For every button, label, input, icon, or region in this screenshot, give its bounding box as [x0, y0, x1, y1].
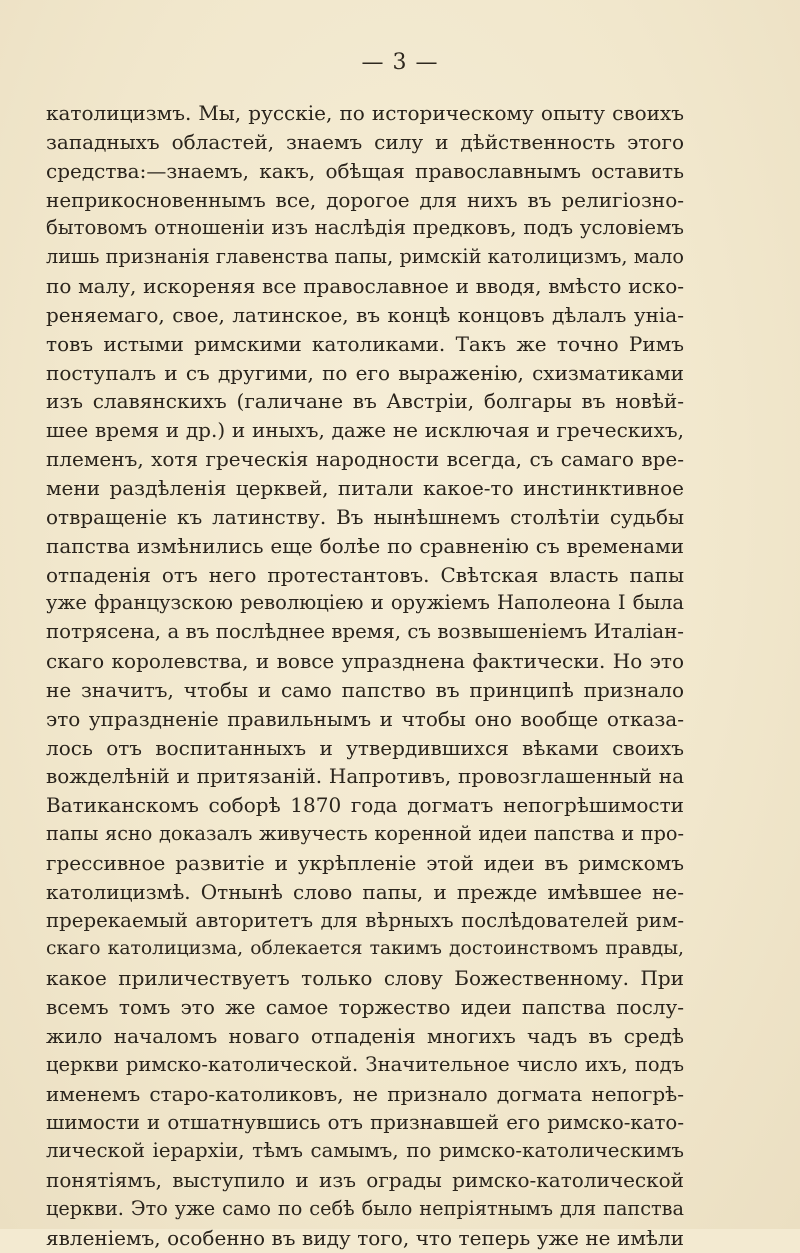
text-line: папы ясно доказалъ живучесть коренной идеи папства и про- [46, 822, 684, 846]
text-line: мени раздѣленія церквей, питали какое-то инстинктивное [46, 475, 684, 500]
text-line: церкви римско-католической. Значительное число ихъ, подъ [46, 1052, 684, 1076]
text-line: жило началомъ новаго отпаденія многихъ чадъ въ средѣ [46, 1024, 684, 1048]
text-line: какое приличествуетъ только слову Божественному. При [46, 966, 684, 991]
text-line: папства измѣнились еще болѣе по сравненію съ временами [46, 533, 684, 558]
text-line: бытовомъ отношеніи изъ наслѣдія предковъ, подъ условіемъ [46, 216, 684, 240]
page-number: — 3 — [361, 50, 439, 75]
text-line: церкви. Это уже само по себѣ было непріятнымъ для папства [46, 1197, 684, 1221]
text-line: это упраздненіе правильнымъ и чтобы оно вообще отказа- [46, 706, 684, 731]
text-line: лось отъ воспитанныхъ и утвердившихся вѣками своихъ [46, 735, 684, 760]
text-line: западныхъ областей, знаемъ силу и дѣйственность этого [46, 129, 684, 154]
text-line: скаго католицизма, облекается такимъ достоинствомъ правды, [46, 938, 684, 960]
text-line: реняемаго, свое, латинское, въ концѣ концовъ дѣлалъ уніа- [46, 302, 684, 327]
text-line: отпаденія отъ него протестантовъ. Свѣтская власть папы [46, 562, 684, 587]
text-line: неприкосновеннымъ все, дорогое для нихъ въ религіозно- [46, 187, 684, 212]
text-line: отвращеніе къ латинству. Въ нынѣшнемъ столѣтіи судьбы [46, 504, 684, 529]
body-text [46, 99, 684, 1253]
text-line: потрясена, а въ послѣднее время, съ возвышеніемъ Италіан- [46, 620, 684, 644]
text-line: товъ истыми римскими католиками. Такъ же точно Римъ [46, 331, 684, 356]
text-line: католицизмъ. Мы, русскіе, по историческому опыту своихъ [46, 101, 684, 125]
text-line: поступалъ и съ другими, по его выраженію, схизматиками [46, 360, 684, 385]
text-line: изъ славянскихъ (галичане въ Австріи, болгары въ новѣй- [46, 389, 684, 414]
text-line: понятіямъ, выступило и изъ ограды римско-католической [46, 1168, 684, 1193]
text-line: племенъ, хотя греческія народности всегда, съ самаго вре- [46, 447, 684, 472]
text-line: пререкаемый авторитетъ для вѣрныхъ послѣдователей рим- [46, 908, 684, 932]
text-line: Ватиканскомъ соборѣ 1870 года догматъ непогрѣшимости [46, 793, 684, 818]
text-line: лишь признанія главенства папы, римскій католицизмъ, мало [46, 245, 684, 269]
text-line: уже французскою революціею и оружіемъ Наполеона I была [46, 591, 684, 615]
text-line: именемъ старо-католиковъ, не признало догмата непогрѣ- [46, 1081, 684, 1106]
text-line: явленіемъ, особенно въ виду того, что теперь уже не имѣли [46, 1225, 684, 1250]
text-line: грессивное развитіе и укрѣпленіе этой идеи въ римскомъ [46, 850, 684, 875]
text-line: всемъ томъ это же самое торжество идеи папства послу- [46, 995, 684, 1020]
text-line: вожделѣній и притязаній. Напротивъ, провозглашенный на [46, 764, 684, 789]
text-line: шее время и др.) и иныхъ, даже не исключая и греческихъ, [46, 418, 684, 443]
text-line: средства:—знаемъ, какъ, обѣщая православнымъ оставить [46, 158, 684, 183]
text-line: шимости и отшатнувшись отъ признавшей его римско-като- [46, 1110, 684, 1134]
text-line: лической іерархіи, тѣмъ самымъ, по римско-католическимъ [46, 1139, 684, 1163]
text-line: по малу, искореняя все православное и вводя, вмѣсто иско- [46, 274, 684, 299]
text-line: скаго королевства, и вовсе упразднена фактически. Но это [46, 649, 684, 674]
text-line: не значитъ, чтобы и само папство въ принципѣ признало [46, 677, 684, 702]
text-line: католицизмѣ. Отнынѣ слово папы, и прежде имѣвшее не- [46, 879, 684, 904]
